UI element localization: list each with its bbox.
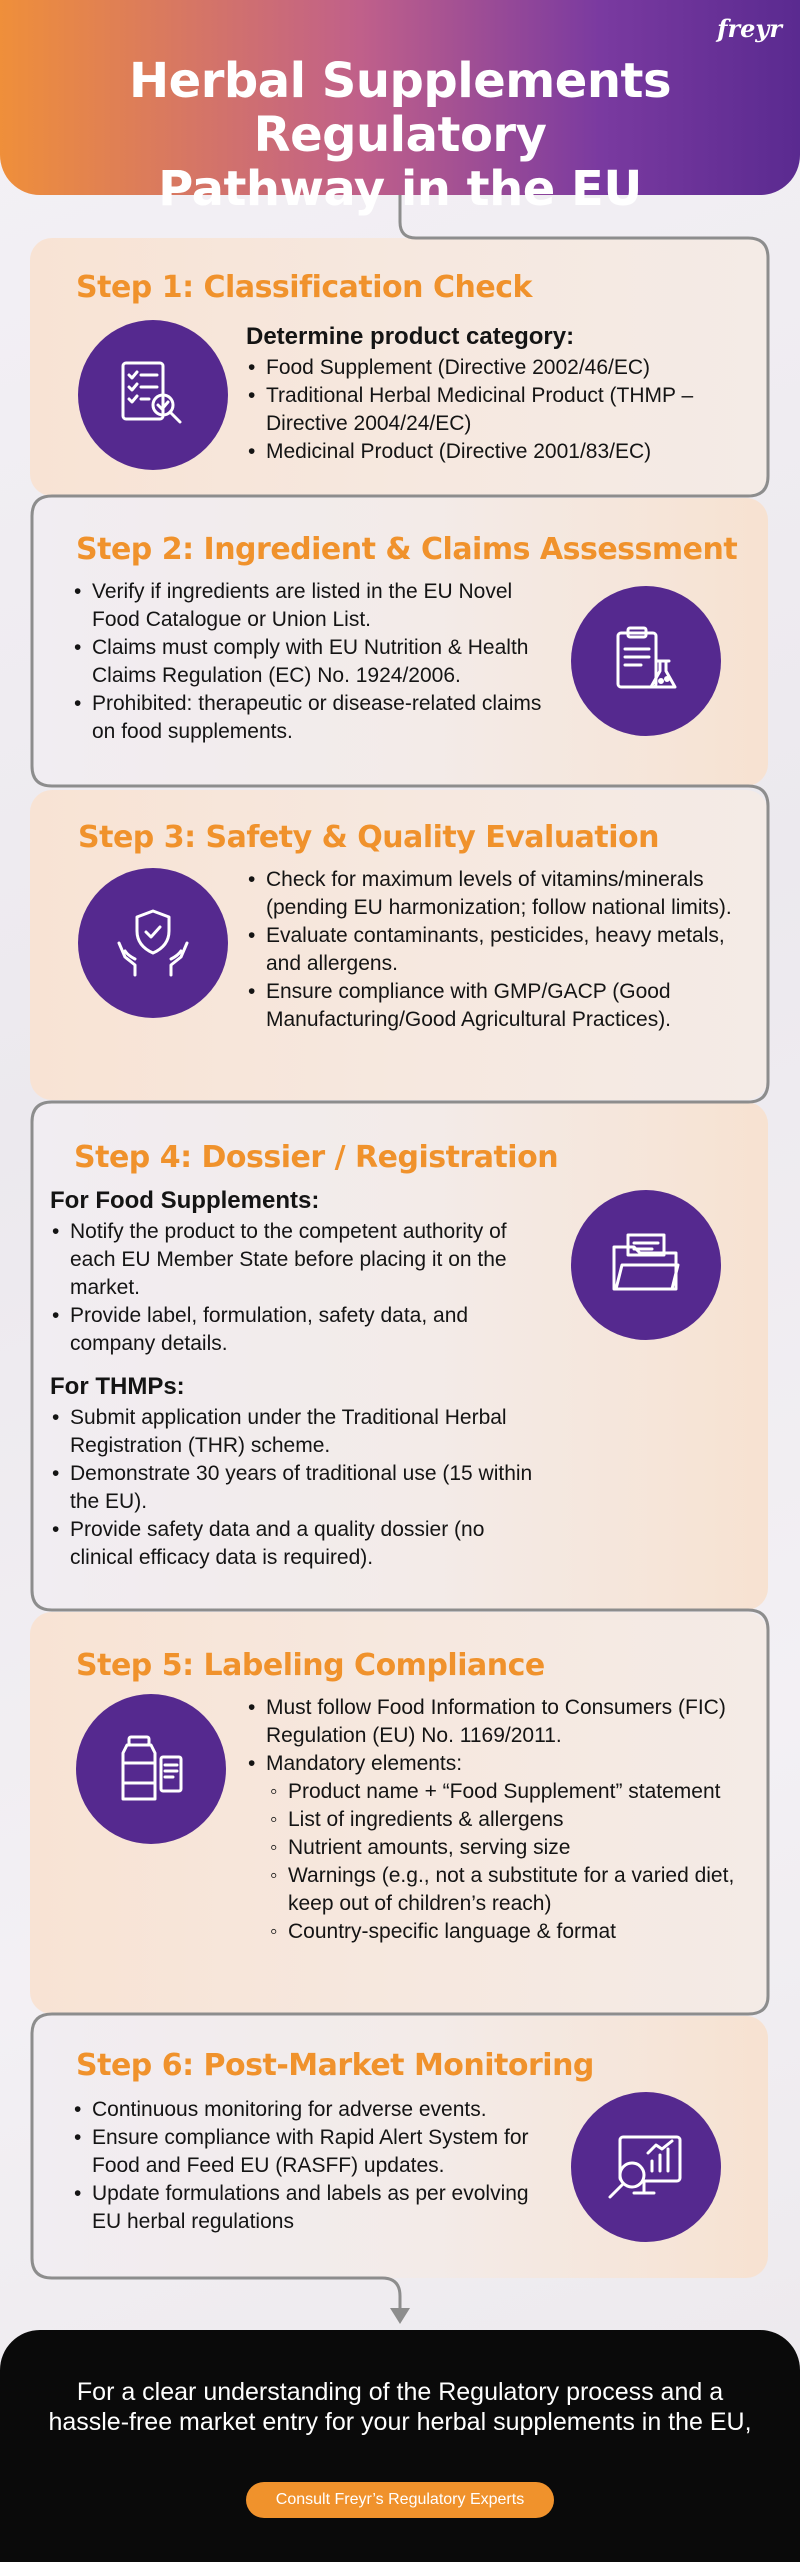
step-6-title: Step 6: Post-Market Monitoring <box>76 2048 594 2083</box>
list-item: • Update formulations and labels as per evolving EU herbal regulations <box>72 2180 562 2236</box>
step-1-content <box>246 322 746 466</box>
sub-list-item: ◦ Product name + “Food Supplement” statement <box>266 1778 746 1806</box>
supplement-bottle-label-icon <box>76 1694 226 1844</box>
step-3-content <box>246 866 751 1034</box>
step-4-content <box>50 1186 550 1572</box>
step-3-card <box>30 790 768 1100</box>
step-5-title: Step 5: Labeling Compliance <box>76 1648 545 1683</box>
step-1-title: Step 1: Classification Check <box>76 270 532 305</box>
footer-text: For a clear understanding of the Regulatory process and a hassle-free market entry for your herbal supplements in the EU, <box>48 2378 752 2436</box>
step-4-title: Step 4: Dossier / Registration <box>74 1140 559 1175</box>
step-1-card <box>30 238 768 496</box>
clipboard-flask-icon <box>571 586 721 736</box>
list-item: • Prohibited: therapeutic or disease-related claims on food supplements. <box>72 690 552 746</box>
step-1-heading: Determine product category: <box>246 323 575 350</box>
step-2-title: Step 2: Ingredient & Claims Assessment <box>76 532 738 567</box>
footer-cta-section <box>0 2330 800 2562</box>
list-item: • Provide safety data and a quality dossier (no clinical efficacy data is required). <box>50 1516 550 1572</box>
list-item: • Check for maximum levels of vitamins/minerals (pending EU harmonization; follow national limits). <box>246 866 751 922</box>
list-item: • Must follow Food Information to Consumers (FIC) Regulation (EU) No. 1169/2011. <box>246 1694 746 1750</box>
list-item: • Evaluate contaminants, pesticides, heavy metals, and allergens. <box>246 922 751 978</box>
sub-list-item: ◦ Warnings (e.g., not a substitute for a varied diet, keep out of children’s reach) <box>266 1862 746 1918</box>
sub-list-item: ◦ Nutrient amounts, serving size <box>266 1834 746 1862</box>
list-item: • Demonstrate 30 years of traditional use (15 within the EU). <box>50 1460 550 1516</box>
list-item: • Verify if ingredients are listed in the EU Novel Food Catalogue or Union List. <box>72 578 552 634</box>
step-2-card <box>30 498 768 786</box>
shield-hands-icon <box>78 868 228 1018</box>
step-4-card <box>30 1102 768 1610</box>
header-banner <box>0 0 800 217</box>
step-2-content <box>72 578 552 746</box>
list-item: • Mandatory elements: <box>246 1750 746 1778</box>
list-item: • Medicinal Product (Directive 2001/83/EC) <box>246 438 746 466</box>
step-3-title: Step 3: Safety & Quality Evaluation <box>78 820 660 855</box>
step-6-content <box>72 2096 562 2236</box>
sub-list-item: ◦ List of ingredients & allergens <box>266 1806 746 1834</box>
sub-list-item: ◦ Country-specific language & format <box>266 1918 746 1946</box>
list-item: • Provide label, formulation, safety data, and company details. <box>50 1302 550 1358</box>
list-item: • Ensure compliance with GMP/GACP (Good Manufacturing/Good Agricultural Practices). <box>246 978 751 1034</box>
consult-experts-button[interactable]: Consult Freyr’s Regulatory Experts <box>246 2482 554 2518</box>
step-6-card <box>30 2016 768 2278</box>
monitor-analytics-icon <box>571 2092 721 2242</box>
list-item: • Continuous monitoring for adverse events. <box>72 2096 562 2124</box>
list-item: • Food Supplement (Directive 2002/46/EC) <box>246 354 746 382</box>
step-5-card <box>30 1612 768 2014</box>
page-title: Herbal Supplements Regulatory Pathway in the EU <box>128 53 672 217</box>
list-item: • Ensure compliance with Rapid Alert System for Food and Feed EU (RASFF) updates. <box>72 2124 562 2180</box>
list-item: • Submit application under the Traditional Herbal Registration (THR) scheme. <box>50 1404 550 1460</box>
list-item: • Claims must comply with EU Nutrition & Health Claims Regulation (EC) No. 1924/2006. <box>72 634 552 690</box>
thmps-heading: For THMPs: <box>50 1373 185 1400</box>
folder-documents-icon <box>571 1190 721 1340</box>
list-item: • Traditional Herbal Medicinal Product (THMP – Directive 2004/24/EC) <box>246 382 746 438</box>
list-item: • Notify the product to the competent authority of each EU Member State before placing it on the market. <box>50 1218 550 1302</box>
freyr-logo: freyr <box>717 14 782 43</box>
step-5-content <box>246 1694 746 1946</box>
food-supplements-heading: For Food Supplements: <box>50 1187 320 1214</box>
checklist-search-icon <box>78 320 228 470</box>
